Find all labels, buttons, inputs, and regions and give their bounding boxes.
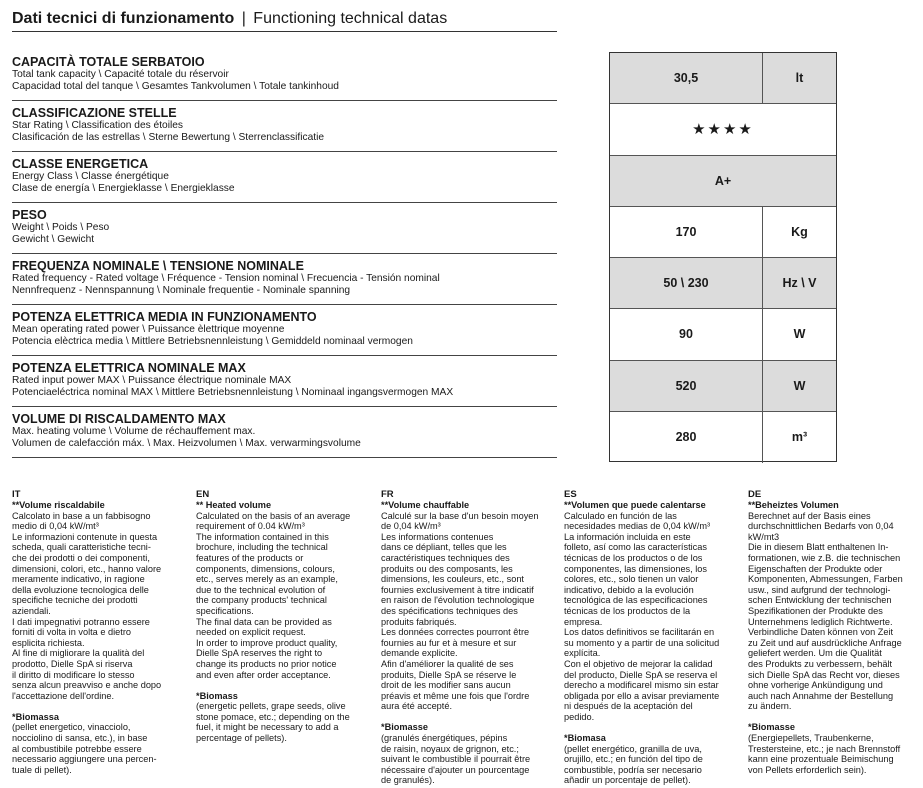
spec-row (12, 101, 557, 152)
value-row (610, 361, 836, 412)
spec-subtitle-2: Gewicht \ Gewicht (12, 234, 95, 245)
spec-value: 170 (610, 207, 763, 257)
biomass-title: *Biomasse (381, 722, 428, 733)
volume-text: Berechnet auf der Basis eines durchschnittlichen Bedarfs von 0,04 kW/mt3 Die in diesem Blatt enthaltenen In- formationen, wie z.B. die technischen Eigenschaften der Produkte oder Komponenten, Abmessungen, Farben usw., sind aufgrund der technologi- schen Entwicklung der technischen Spezifikationen der Produkte des Unternehmens lediglich Richtwerte. Verbindliche Daten können von Zeit zu Zeit und auf ausdrückliche Anfrage geliefert werden. Um die Qualität des Produkts zu verbessern, behält sich Dielle SpA das Recht vor, dieses ohne vorherige Ankündigung und auch nach Annahme der Bestellung zu ändern. (748, 510, 903, 712)
biomass-text: (pellet energético, granilla de uva, orujillo, etc.; en función del tipo de combustible, podría ser necesario añadir un porcentaje de pellet). (564, 743, 703, 786)
value-row (610, 207, 836, 258)
spec-subtitle-2: Capacidad total del tanque \ Gesamtes Tankvolumen \ Totale tankinhoud (12, 81, 339, 92)
language-column-it (12, 490, 184, 775)
volume-text: Calculated on the basis of an average requirement of 0.04 kW/m³ The information contained in this brochure, including the technical features of the products or components, dimensions, colours, etc., serves merely as an example, due to the technical evolution of the company products' technical specifications. The final data can be provided as needed on explicit request. In order to improve product quality, Dielle SpA reserves the right to change its products no prior notice and even after order acceptance. (196, 510, 351, 680)
spec-subtitle-2: Potenciaeléctrica nominal MAX \ Mittlere Betriebsnennleistung \ Nominaal ingangsvermogen MAX (12, 387, 454, 398)
language-notes (0, 490, 923, 788)
star-rating: ★★★★ (692, 121, 754, 139)
spec-title: CLASSE ENERGETICA (12, 157, 149, 171)
biomass-text: (granulés énergétiques, pépins de raisin, noyaux de grignon, etc.; suivant le combustible il pourrait être nécessaire d'ajouter un pourcentage de granulés). (381, 733, 531, 786)
page-header (12, 8, 557, 32)
spec-subtitle-1: Rated input power MAX \ Puissance électrique nominale MAX (12, 375, 292, 386)
language-code: ES (564, 489, 577, 500)
language-code: DE (748, 489, 762, 500)
language-column-de (748, 490, 920, 775)
spec-value: 90 (610, 309, 763, 359)
value-table (609, 52, 837, 462)
spec-subtitle-2: Volumen de calefacción máx. \ Max. Heizvolumen \ Max. verwarmingsvolume (12, 438, 361, 449)
spec-subtitle-1: Weight \ Poids \ Peso (12, 222, 110, 233)
spec-row (12, 305, 557, 356)
biomass-title: *Biomasse (748, 722, 795, 733)
value-row (610, 412, 836, 463)
spec-unit: Kg (791, 224, 808, 239)
value-row (610, 104, 836, 155)
biomass-text: (energetic pellets, grape seeds, olive stone pomace, etc.; depending on the fuel, it might be necessary to add a percentage of pellets). (196, 701, 350, 744)
title-english: Functioning technical datas (253, 10, 448, 27)
language-code: IT (12, 489, 21, 500)
spec-subtitle-1: Star Rating \ Classification des étoiles (12, 120, 184, 131)
volume-title: ** Heated volume (196, 500, 272, 510)
spec-subtitle-1: Rated frequency - Rated voltage \ Fréquence - Tension nominal \ Frecuencia - Tensión nominal (12, 273, 440, 284)
biomass-title: *Biomassa (12, 711, 59, 722)
spec-value: A+ (714, 173, 732, 188)
spec-title: CAPACITÀ TOTALE SERBATOIO (12, 55, 205, 69)
spec-value: 280 (610, 412, 763, 463)
value-row (610, 156, 836, 207)
spec-subtitle-2: Clasificación de las estrellas \ Sterne Bewertung \ Sterrenclassificatie (12, 132, 324, 143)
volume-title: **Volumen que puede calentarse (564, 500, 706, 510)
language-code: EN (196, 489, 210, 500)
biomass-title: *Biomass (196, 690, 238, 701)
spec-unit: m³ (791, 430, 808, 445)
volume-title: **Beheiztes Volumen (748, 500, 839, 510)
biomass-text: (Energiepellets, Traubenkerne, Tresterstein‌e, etc.; je nach Brennstoff kann eine prozentuale Beimischung von Pellets erforderlich sein). (748, 733, 901, 775)
spec-unit: W (793, 378, 806, 393)
language-column-en (196, 490, 368, 744)
spec-subtitle-2: Nennfrequenz - Nennspannung \ Nominale frequentie - Nominale spanning (12, 285, 351, 296)
spec-title: VOLUME DI RISCALDAMENTO MAX (12, 412, 226, 426)
biomass-title: *Biomasa (564, 733, 606, 744)
volume-title: **Volume chauffable (381, 500, 470, 510)
spec-title: PESO (12, 208, 47, 222)
spec-subtitle-2: Potencia elèctrica media \ Mittlere Betriebsnennleistung \ Gemiddeld nominaal vermogen (12, 336, 413, 347)
spec-title: FREQUENZA NOMINALE \ TENSIONE NOMINALE (12, 259, 304, 273)
title-italian: Dati tecnici di funzionamento (12, 10, 235, 27)
volume-text: Calcolato in base a un fabbisogno medio di 0,04 kW/mt³ Le informazioni contenute in questa scheda, quali caratteristiche tecni- che dei prodotti o dei componenti, dimensioni, colori, etc., hanno valore meramente indicativo, in ragione della evoluzione tecnologica delle specifiche tecniche dei prodotti aziendali. I dati impegnativi potranno essere forniti di volta in volta e dietro esplicita richiesta. Al fine di migliorare la qualità del prodotto, Dielle SpA si riserva il diritto di modificare lo stesso senza alcun preavviso e anche dopo l'accettazione dell'ordine. (12, 510, 162, 701)
spec-subtitle-1: Total tank capacity \ Capacité totale du réservoir (12, 69, 229, 80)
spec-unit: lt (795, 71, 804, 86)
volume-title: **Volume riscaldabile (12, 500, 105, 510)
spec-unit: Hz \ V (782, 276, 817, 291)
spec-value: 520 (610, 361, 763, 411)
volume-text: Calculado en función de las necesidades medias de 0,04 kW/m³ La información incluida en este folleto, así como las características técnicas de los productos o de los componentes, las dimensiones, los colores, etc., solo tienen un valor indicativo, debido a la evolución tecnológica de las especificaciones técnicas de los productos de la empresa. Los datos definitivos se facilitarán en su momento y a partir de una solicitud explícita. Con el objetivo de mejorar la calidad del producto, Dielle SpA se reserva el derecho a modificarel mismo sin estar obligada por ello a avisar previamente ni después de la aceptación del pedido. (564, 510, 720, 722)
value-row (610, 53, 836, 104)
spec-unit: W (793, 327, 806, 342)
spec-subtitle-2: Clase de energía \ Energieklasse \ Energieklasse (12, 183, 235, 194)
title-separator: | (241, 10, 246, 27)
value-row (610, 309, 836, 360)
spec-row (12, 254, 557, 305)
value-row (610, 258, 836, 309)
language-column-fr (381, 490, 553, 786)
spec-list (12, 50, 557, 458)
spec-row (12, 356, 557, 407)
spec-value: 30,5 (610, 53, 763, 103)
language-column-es (564, 490, 736, 786)
spec-row (12, 407, 557, 458)
spec-subtitle-1: Energy Class \ Classe énergétique (12, 171, 169, 182)
language-code: FR (381, 489, 394, 500)
biomass-text: (pellet energetico, vinacciolo, nocciolino di sansa, etc.), in base al combustibile potrebbe essere necessario aggiungere una percen- tuale di pellet). (12, 722, 157, 775)
spec-row (12, 152, 557, 203)
spec-title: CLASSIFICAZIONE STELLE (12, 106, 177, 120)
spec-row (12, 50, 557, 101)
spec-subtitle-1: Max. heating volume \ Volume de réchauffement max. (12, 426, 256, 437)
spec-title: POTENZA ELETTRICA MEDIA IN FUNZIONAMENTO (12, 310, 317, 324)
spec-row (12, 203, 557, 254)
spec-subtitle-1: Mean operating rated power \ Puissance èlettrique moyenne (12, 324, 285, 335)
spec-value: 50 \ 230 (610, 258, 763, 308)
spec-title: POTENZA ELETTRICA NOMINALE MAX (12, 361, 246, 375)
volume-text: Calculé sur la base d'un besoin moyen de 0,04 kW/m³ Les informations contenues dans ce dépliant, telles que les caractéristiques techniques des produits ou des composants, les dimensions, les couleurs, etc., sont fournies exclusivement à titre indicatif en raison de l'évolution technologique des spécifications techniques des produits fabriqués. Les données correctes pourront être fournies au fur et à mesure et sur demande explicite. Afin d'améliorer la qualité de ses produits, Dielle SpA se réserve le droit de les modifier sans aucun préavis et même une fois que l'ordre aura été accepté. (381, 510, 539, 712)
